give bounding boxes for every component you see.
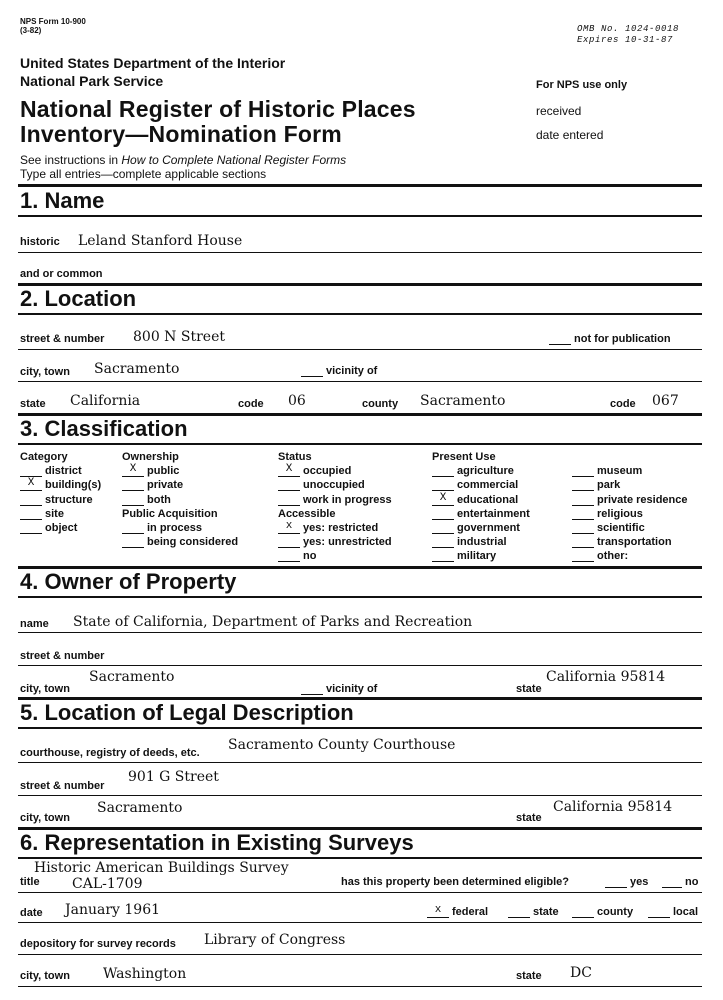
form-title-line2: Inventory—Nomination Form	[20, 121, 342, 147]
rule	[18, 665, 702, 666]
checkbox[interactable]: X	[432, 494, 454, 506]
survey-city-value[interactable]: Washington	[103, 966, 187, 982]
rule	[18, 632, 702, 633]
form-number: NPS Form 10-900	[20, 17, 86, 26]
rule	[18, 443, 702, 445]
present-use-heading: Present Use	[432, 451, 496, 463]
courthouse-label: courthouse, registry of deeds, etc.	[20, 747, 200, 759]
category-structure[interactable]: structure	[20, 494, 93, 506]
rule	[18, 857, 702, 859]
ownership-private[interactable]: private	[122, 479, 183, 491]
checkbox[interactable]	[122, 536, 144, 548]
checkbox[interactable]	[122, 479, 144, 491]
ownership-both[interactable]: both	[122, 494, 171, 506]
legal-state-label: state	[516, 812, 542, 824]
survey-state-label: state	[516, 970, 542, 982]
city-value[interactable]: Sacramento	[94, 361, 180, 377]
depository-county[interactable]: county	[572, 906, 633, 918]
survey-title-value-line2[interactable]: CAL-1709	[72, 876, 143, 892]
legal-state-value[interactable]: California 95814	[553, 799, 673, 815]
survey-state-value[interactable]: DC	[570, 965, 592, 981]
rule	[18, 184, 702, 187]
checkbox[interactable]	[432, 479, 454, 491]
county-code-label: code	[610, 398, 636, 410]
county-label: county	[362, 398, 399, 410]
section-4-heading: 4. Owner of Property	[20, 569, 237, 594]
city-label: city, town	[20, 366, 70, 378]
checkbox[interactable]: X	[20, 479, 42, 491]
survey-title-label: title	[20, 876, 40, 888]
use-scientific[interactable]: scientific	[572, 522, 645, 534]
omb-number: OMB No. 1024-0018	[577, 24, 680, 34]
department-heading: United States Department of the Interior	[20, 55, 286, 71]
owner-state-value[interactable]: California 95814	[546, 669, 666, 685]
use-industrial[interactable]: industrial	[432, 536, 507, 548]
use-military[interactable]: military	[432, 550, 496, 562]
checkbox[interactable]	[572, 522, 594, 534]
section-3-heading: 3. Classification	[20, 416, 188, 441]
date-entered-label: date entered	[536, 128, 604, 142]
owner-vicinity[interactable]: vicinity of	[301, 683, 377, 695]
use-government[interactable]: government	[432, 522, 520, 534]
checkbox[interactable]	[122, 522, 144, 534]
accessible-unrestricted[interactable]: yes: unrestricted	[278, 536, 392, 548]
nps-use-only: For NPS use only	[536, 79, 628, 91]
accessible-heading: Accessible	[278, 508, 336, 520]
rule	[18, 954, 702, 955]
legal-street-value[interactable]: 901 G Street	[128, 769, 219, 785]
acquisition-heading: Public Acquisition	[122, 508, 218, 520]
status-unoccupied[interactable]: unoccupied	[278, 479, 365, 491]
depository-local[interactable]: local	[648, 906, 698, 918]
checkbox[interactable]	[278, 494, 300, 506]
checkbox[interactable]	[432, 536, 454, 548]
instructions-line2: Type all entries—complete applicable sections	[20, 167, 267, 181]
owner-city-label: city, town	[20, 683, 70, 695]
owner-street-label: street & number	[20, 650, 105, 662]
state-code-label: code	[238, 398, 264, 410]
section-2-heading: 2. Location	[20, 286, 137, 311]
use-educational[interactable]: X educational	[432, 494, 518, 506]
depository-state[interactable]: state	[508, 906, 559, 918]
checkbox[interactable]	[572, 536, 594, 548]
form-title-line1: National Register of Historic Places	[20, 96, 416, 122]
accessible-no[interactable]: no	[278, 550, 316, 562]
depository-label: depository for survey records	[20, 938, 176, 950]
checkbox[interactable]	[432, 550, 454, 562]
accessible-restricted[interactable]: x yes: restricted	[278, 522, 378, 534]
checkbox[interactable]: X	[278, 465, 300, 477]
common-name-label: and or common	[20, 268, 103, 280]
checkbox[interactable]	[432, 522, 454, 534]
legal-street-label: street & number	[20, 780, 105, 792]
courthouse-value[interactable]: Sacramento County Courthouse	[228, 737, 456, 753]
omb-expires: Expires 10-31-87	[577, 35, 674, 45]
checkbox[interactable]	[572, 479, 594, 491]
checkbox[interactable]	[20, 508, 42, 520]
county-code-value[interactable]: 067	[652, 393, 679, 409]
legal-city-value[interactable]: Sacramento	[97, 800, 183, 816]
section-6-heading: 6. Representation in Existing Surveys	[20, 830, 414, 855]
category-object[interactable]: object	[20, 522, 77, 534]
checkbox[interactable]	[20, 522, 42, 534]
rule	[18, 252, 702, 253]
street-value[interactable]: 800 N Street	[133, 329, 225, 345]
category-site[interactable]: site	[20, 508, 64, 520]
service-heading: National Park Service	[20, 73, 164, 89]
rule	[18, 762, 702, 763]
depository-value[interactable]: Library of Congress	[204, 932, 346, 948]
rule	[18, 381, 702, 382]
checkbox[interactable]	[572, 508, 594, 520]
use-park[interactable]: park	[572, 479, 620, 491]
status-occupied[interactable]: X occupied	[278, 465, 351, 477]
historic-value[interactable]: Leland Stanford House	[78, 233, 243, 249]
use-agriculture[interactable]: agriculture	[432, 465, 514, 477]
not-for-publication[interactable]: not for publication	[549, 333, 671, 345]
status-work-in-progress[interactable]: work in progress	[278, 494, 392, 506]
use-commercial[interactable]: commercial	[432, 479, 518, 491]
survey-title-value-line1[interactable]: Historic American Buildings Survey	[34, 860, 289, 876]
rule	[18, 215, 702, 217]
form-revision: (3-82)	[20, 26, 42, 35]
status-heading: Status	[278, 451, 312, 463]
checkbox[interactable]	[20, 494, 42, 506]
use-museum[interactable]: museum	[572, 465, 642, 477]
use-other[interactable]: other:	[572, 550, 628, 562]
section-1-heading: 1. Name	[20, 188, 105, 213]
rule	[18, 986, 702, 987]
received-label: received	[536, 104, 582, 118]
rule	[18, 795, 702, 796]
checkbox[interactable]: X	[122, 465, 144, 477]
state-code-value[interactable]: 06	[288, 393, 306, 409]
checkbox[interactable]	[20, 465, 42, 477]
rule	[18, 596, 702, 598]
state-label: state	[20, 398, 46, 410]
use-private-residence[interactable]: private residence	[572, 494, 688, 506]
checkbox[interactable]: x	[427, 906, 449, 918]
instructions-line1: See instructions in How to Complete National Register Forms	[20, 153, 347, 167]
category-buildings[interactable]: X building(s)	[20, 479, 101, 491]
checkbox[interactable]	[278, 536, 300, 548]
checkbox[interactable]	[432, 465, 454, 477]
checkbox[interactable]	[572, 494, 594, 506]
street-label: street & number	[20, 333, 105, 345]
use-transportation[interactable]: transportation	[572, 536, 672, 548]
checkbox[interactable]	[572, 550, 594, 562]
survey-date-value[interactable]: January 1961	[65, 902, 161, 918]
owner-name-label: name	[20, 618, 49, 630]
section-5-heading: 5. Location of Legal Description	[20, 700, 354, 725]
vicinity[interactable]: vicinity of	[301, 365, 377, 377]
depository-federal[interactable]: x federal	[427, 906, 488, 918]
acquisition-in-process[interactable]: in process	[122, 522, 202, 534]
category-district[interactable]: district	[20, 465, 82, 477]
legal-city-label: city, town	[20, 812, 70, 824]
eligible-yes[interactable]: yes	[605, 876, 648, 888]
use-entertainment[interactable]: entertainment	[432, 508, 530, 520]
owner-city-value[interactable]: Sacramento	[89, 669, 175, 685]
eligible-no[interactable]: no	[662, 876, 698, 888]
category-heading: Category	[20, 451, 68, 463]
owner-name-value[interactable]: State of California, Department of Parks and Recreation	[73, 614, 473, 630]
rule	[18, 892, 702, 893]
state-value[interactable]: California	[70, 393, 141, 409]
rule	[18, 313, 702, 315]
checkbox[interactable]	[572, 465, 594, 477]
county-value[interactable]: Sacramento	[420, 393, 506, 409]
ownership-public[interactable]: X public	[122, 465, 179, 477]
checkbox[interactable]	[278, 550, 300, 562]
eligible-question: has this property been determined eligible?	[341, 876, 569, 888]
survey-date-label: date	[20, 907, 43, 919]
rule	[18, 922, 702, 923]
rule	[18, 727, 702, 729]
owner-state-label: state	[516, 683, 542, 695]
checkbox[interactable]	[432, 508, 454, 520]
rule	[18, 349, 702, 350]
ownership-heading: Ownership	[122, 451, 179, 463]
survey-city-label: city, town	[20, 970, 70, 982]
checkbox[interactable]	[122, 494, 144, 506]
checkbox[interactable]: x	[278, 522, 300, 534]
acquisition-being-considered[interactable]: being considered	[122, 536, 238, 548]
historic-label: historic	[20, 236, 60, 248]
use-religious[interactable]: religious	[572, 508, 643, 520]
checkbox[interactable]	[278, 479, 300, 491]
